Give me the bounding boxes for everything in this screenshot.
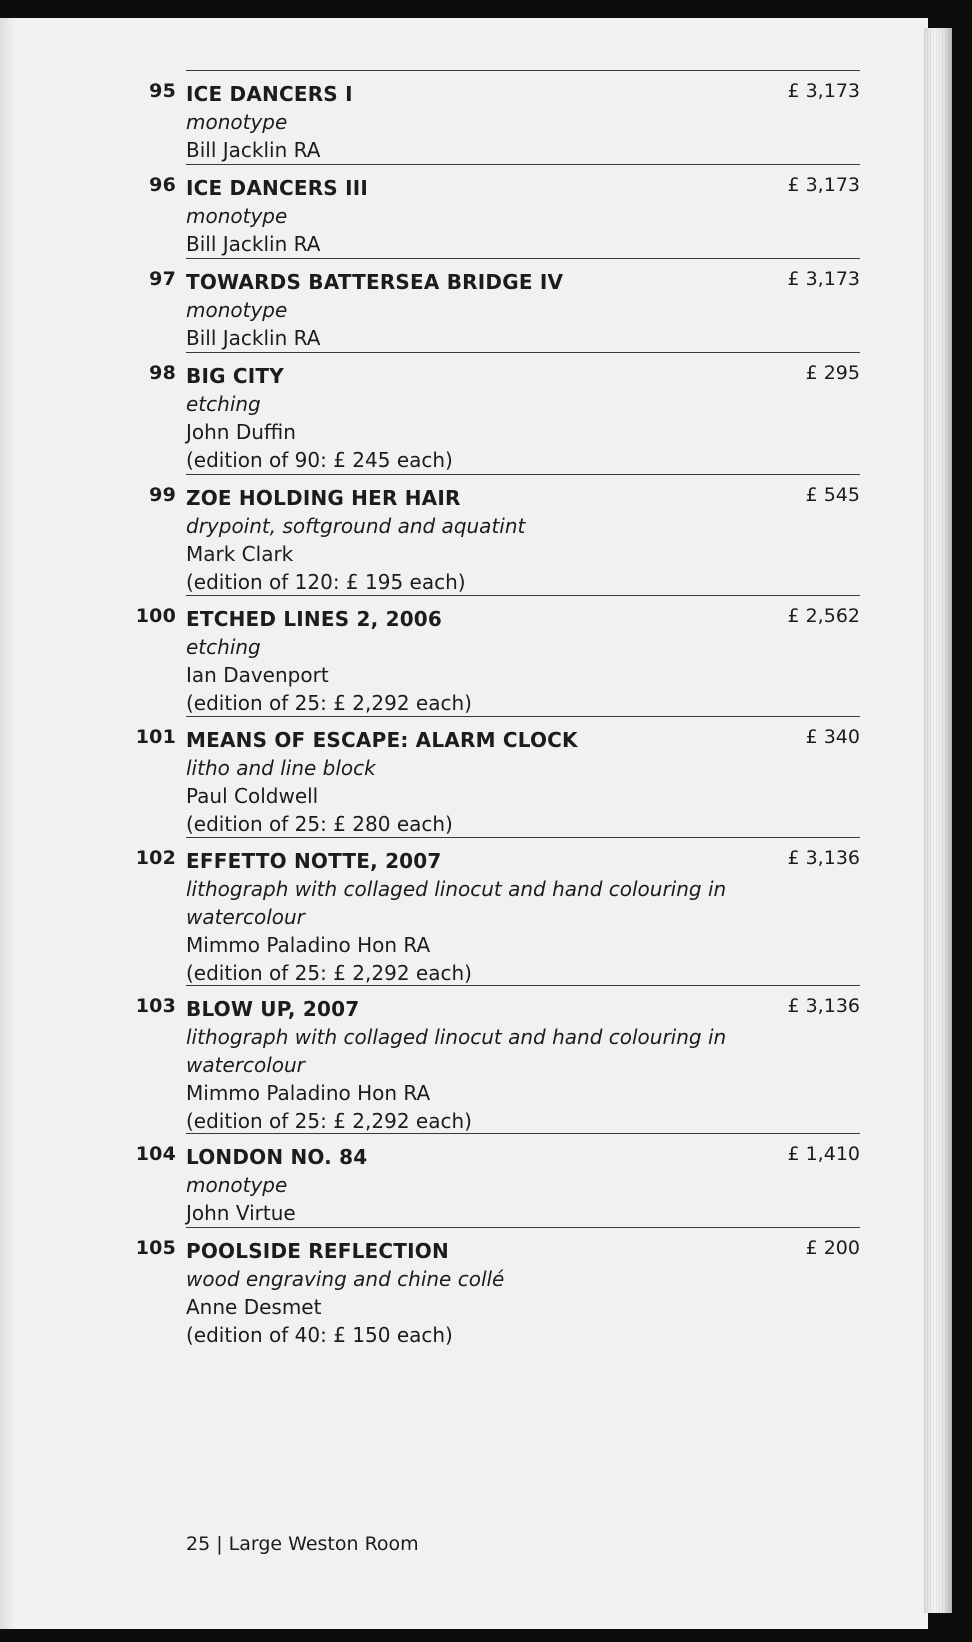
- entry-number: 97: [149, 268, 176, 290]
- entry-title: ETCHED LINES 2, 2006: [186, 607, 443, 631]
- catalogue-entry-97: [149, 258, 860, 352]
- page-edge: [924, 28, 952, 1613]
- catalogue-entry-104: [135, 1133, 860, 1227]
- catalogue-entry-98: [149, 352, 860, 474]
- entry-price: £ 295: [805, 362, 860, 384]
- catalogue-entry-99: [149, 474, 860, 596]
- entry-number: 98: [149, 362, 176, 384]
- entry-artist: Bill Jacklin RA: [186, 326, 321, 350]
- entry-price: £ 1,410: [787, 1143, 860, 1165]
- entry-medium: monotype: [186, 204, 288, 228]
- entry-title: MEANS OF ESCAPE: ALARM CLOCK: [186, 728, 578, 752]
- entry-medium: litho and line block: [186, 756, 376, 780]
- entry-artist: Ian Davenport: [186, 663, 329, 687]
- entry-edition: (edition of 40: £ 150 each): [186, 1323, 453, 1347]
- entry-price: £ 545: [805, 484, 860, 506]
- entry-price: £ 3,173: [787, 80, 860, 102]
- entry-number: 99: [149, 484, 176, 506]
- entry-title: ICE DANCERS III: [186, 176, 368, 200]
- entry-price: £ 3,173: [787, 174, 860, 196]
- entry-price: £ 3,173: [787, 268, 860, 290]
- entry-artist: Bill Jacklin RA: [186, 232, 321, 256]
- entry-artist: John Duffin: [186, 420, 296, 444]
- entry-edition: (edition of 25: £ 280 each): [186, 812, 453, 836]
- entry-number: 105: [135, 1237, 176, 1259]
- entry-edition: (edition of 25: £ 2,292 each): [186, 691, 472, 715]
- entry-title: BIG CITY: [186, 364, 284, 388]
- entry-edition: (edition of 90: £ 245 each): [186, 448, 453, 472]
- entry-number: 102: [135, 847, 176, 869]
- entry-number: 100: [135, 605, 176, 627]
- entry-number: 101: [135, 726, 176, 748]
- entry-artist: Paul Coldwell: [186, 784, 319, 808]
- entry-medium: lithograph with collaged linocut and hand colouring in watercolour: [186, 1025, 727, 1077]
- entry-title: ZOE HOLDING HER HAIR: [186, 486, 461, 510]
- entry-number: 104: [135, 1143, 176, 1165]
- entry-medium: etching: [186, 392, 261, 416]
- entry-edition: (edition of 25: £ 2,292 each): [186, 1109, 472, 1133]
- entry-medium: etching: [186, 635, 261, 659]
- entry-number: 103: [135, 995, 176, 1017]
- entry-price: £ 200: [805, 1237, 860, 1259]
- entry-medium: monotype: [186, 1173, 288, 1197]
- page-shadow: [0, 18, 14, 1629]
- entry-number: 95: [149, 80, 176, 102]
- catalogue-entry-100: [135, 595, 860, 717]
- catalogue-entry-101: [135, 716, 860, 838]
- catalogue-entry-102: [135, 837, 860, 987]
- entry-artist: Bill Jacklin RA: [186, 138, 321, 162]
- entry-medium: monotype: [186, 110, 288, 134]
- catalogue-entry-103: [135, 985, 860, 1135]
- entry-title: ICE DANCERS I: [186, 82, 353, 106]
- entry-artist: Mark Clark: [186, 542, 294, 566]
- entry-title: LONDON NO. 84: [186, 1145, 368, 1169]
- entry-medium: drypoint, softground and aquatint: [186, 514, 526, 538]
- entry-medium: monotype: [186, 298, 288, 322]
- entry-artist: Mimmo Paladino Hon RA: [186, 1081, 431, 1105]
- entry-title: EFFETTO NOTTE, 2007: [186, 849, 442, 873]
- entry-price: £ 340: [805, 726, 860, 748]
- entry-title: POOLSIDE REFLECTION: [186, 1239, 449, 1263]
- entry-price: £ 3,136: [787, 995, 860, 1017]
- entry-edition: (edition of 25: £ 2,292 each): [186, 961, 472, 985]
- entry-medium: lithograph with collaged linocut and hand colouring in watercolour: [186, 877, 727, 929]
- entry-artist: Mimmo Paladino Hon RA: [186, 933, 431, 957]
- entry-edition: (edition of 120: £ 195 each): [186, 570, 466, 594]
- catalogue-entry-95: [149, 70, 860, 164]
- entry-price: £ 2,562: [787, 605, 860, 627]
- entry-price: £ 3,136: [787, 847, 860, 869]
- entry-number: 96: [149, 174, 176, 196]
- entry-title: TOWARDS BATTERSEA BRIDGE IV: [186, 270, 564, 294]
- entry-title: BLOW UP, 2007: [186, 997, 360, 1021]
- entry-artist: Anne Desmet: [186, 1295, 322, 1319]
- entry-medium: wood engraving and chine collé: [186, 1267, 505, 1291]
- page-footer: 25 | Large Weston Room: [186, 1533, 419, 1555]
- entry-artist: John Virtue: [186, 1201, 296, 1225]
- catalogue-entry-96: [149, 164, 860, 258]
- catalogue-entry-105: [135, 1227, 860, 1349]
